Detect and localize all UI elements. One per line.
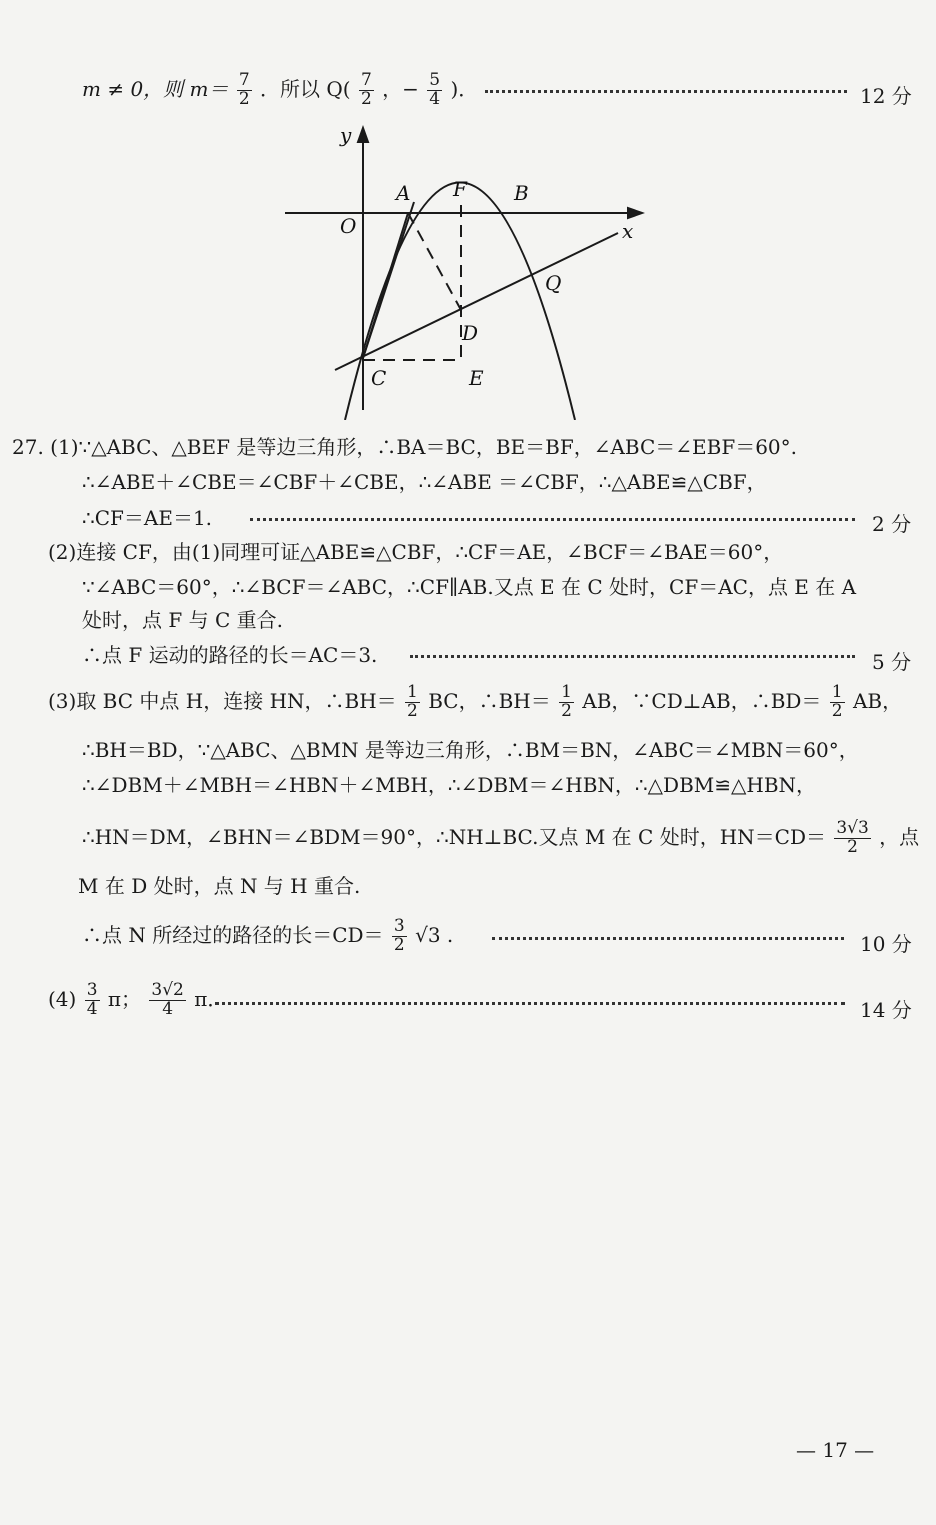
fraction-3-over-2: $\frac{3}{2}$: [393, 916, 405, 955]
text: ∴点 N 所经过的路径的长＝CD＝: [82, 922, 384, 947]
score-2: 2 分: [872, 512, 912, 536]
label-o: O: [340, 214, 357, 238]
page-number: — 17 —: [796, 1438, 875, 1462]
text: ，−: [382, 76, 419, 101]
label-x: x: [622, 219, 634, 243]
q27-part3-line4: [82, 820, 919, 857]
dot-leader: [250, 518, 855, 521]
text: ，点: [879, 824, 920, 849]
score-14: 14 分: [860, 998, 912, 1022]
score-5: 5 分: [872, 650, 912, 674]
q27-part3-line3: ∴∠DBM＋∠MBH＝∠HBN＋∠MBH，∴∠DBM＝∠HBN，∴△DBM≌△HBN，: [82, 773, 817, 797]
fraction-half: $\frac{1}{2}$: [831, 682, 843, 721]
y-axis-arrow: [358, 128, 368, 142]
label-e: E: [469, 366, 484, 390]
fraction-half: $\frac{1}{2}$: [561, 682, 572, 721]
label-c: C: [371, 366, 387, 390]
label-f: F: [453, 177, 467, 201]
text: ．所以 Q(: [260, 76, 351, 101]
score-12: 12 分: [860, 84, 912, 108]
text: (4): [48, 986, 77, 1011]
score-10: 10 分: [860, 932, 912, 956]
label-d: D: [462, 321, 479, 345]
fraction-3root2-over-4: $\frac{3√2}{4}$: [151, 980, 184, 1019]
text: ∴HN＝DM，∠BHN＝∠BDM＝90°，∴NH⊥BC.又点 M 在 C 处时，HN＝CD＝: [82, 824, 826, 849]
q27-part2-line4: ∴点 F 运动的路径的长＝AC＝3.: [82, 643, 378, 667]
fraction-qx: $\frac{7}{2}$: [360, 70, 372, 109]
text: π；: [107, 986, 142, 1011]
fraction-m: $\frac{7}{2}$: [238, 70, 250, 109]
text: BC，∴BH＝: [428, 688, 551, 713]
q27-part3-line5: M 在 D 处时，点 N 与 H 重合.: [78, 874, 361, 898]
dot-leader: [485, 90, 847, 93]
text: AB，∵CD⊥AB，∴BD＝: [582, 688, 822, 713]
q27-part2-line3: 处时，点 F 与 C 重合.: [82, 608, 283, 632]
x-axis-arrow: [628, 208, 642, 218]
label-y: y: [340, 123, 352, 147]
line-cq: [335, 233, 618, 370]
label-b: B: [514, 181, 529, 205]
q27-part1-line2: ∴∠ABE＋∠CBE＝∠CBF＋∠CBE，∴∠ABE ＝∠CBF，∴△ABE≌△CBF，: [82, 470, 767, 494]
q27-part3-line1: [48, 684, 902, 721]
q27-part2-line2: ∵∠ABC＝60°，∴∠BCF＝∠ABC，∴CF∥AB.又点 E 在 C 处时，CF＝AC，点 E 在 A: [82, 575, 857, 599]
parabola-figure: [280, 120, 660, 420]
segment-ad-dashed: [408, 213, 461, 310]
q27-part1-line3: ∴CF＝AE＝1.: [82, 506, 213, 530]
text: m ≠ 0，则 m＝: [82, 76, 229, 101]
fraction-half: $\frac{1}{2}$: [407, 682, 418, 721]
q27-part2-line1: (2)连接 CF，由(1)同理可证△ABE≌△CBF，∴CF＝AE，∠BCF＝∠BAE＝60°，: [48, 540, 784, 564]
dot-leader: [215, 1002, 845, 1005]
text: (3)取 BC 中点 H，连接 HN，∴BH＝: [48, 688, 397, 713]
label-q: Q: [545, 271, 562, 295]
text: √3 .: [415, 922, 454, 947]
dot-leader: [410, 655, 855, 658]
fraction-3-over-4: $\frac{3}{4}$: [86, 980, 98, 1019]
q27-part4-line: [48, 982, 227, 1019]
fraction-qy: $\frac{5}{4}$: [429, 70, 441, 109]
text: AB，: [852, 688, 903, 713]
q27-part1-line1: 27. (1)∵△ABC、△BEF 是等边三角形，∴BA＝BC，BE＝BF，∠ABC＝∠EBF＝60°.: [12, 435, 798, 459]
fraction-3root3-over-2: $\frac{3√3}{2}$: [836, 818, 869, 857]
q27-part3-line6: [82, 918, 453, 955]
dot-leader: [492, 937, 844, 940]
text: )．: [450, 76, 479, 101]
text: π．: [194, 986, 228, 1011]
solution-line-q: [82, 72, 478, 109]
q27-part3-line2: ∴BH＝BD，∵△ABC、△BMN 是等边三角形，∴BM＝BN，∠ABC＝∠MBN＝60°，: [82, 738, 859, 762]
label-a: A: [396, 181, 411, 205]
